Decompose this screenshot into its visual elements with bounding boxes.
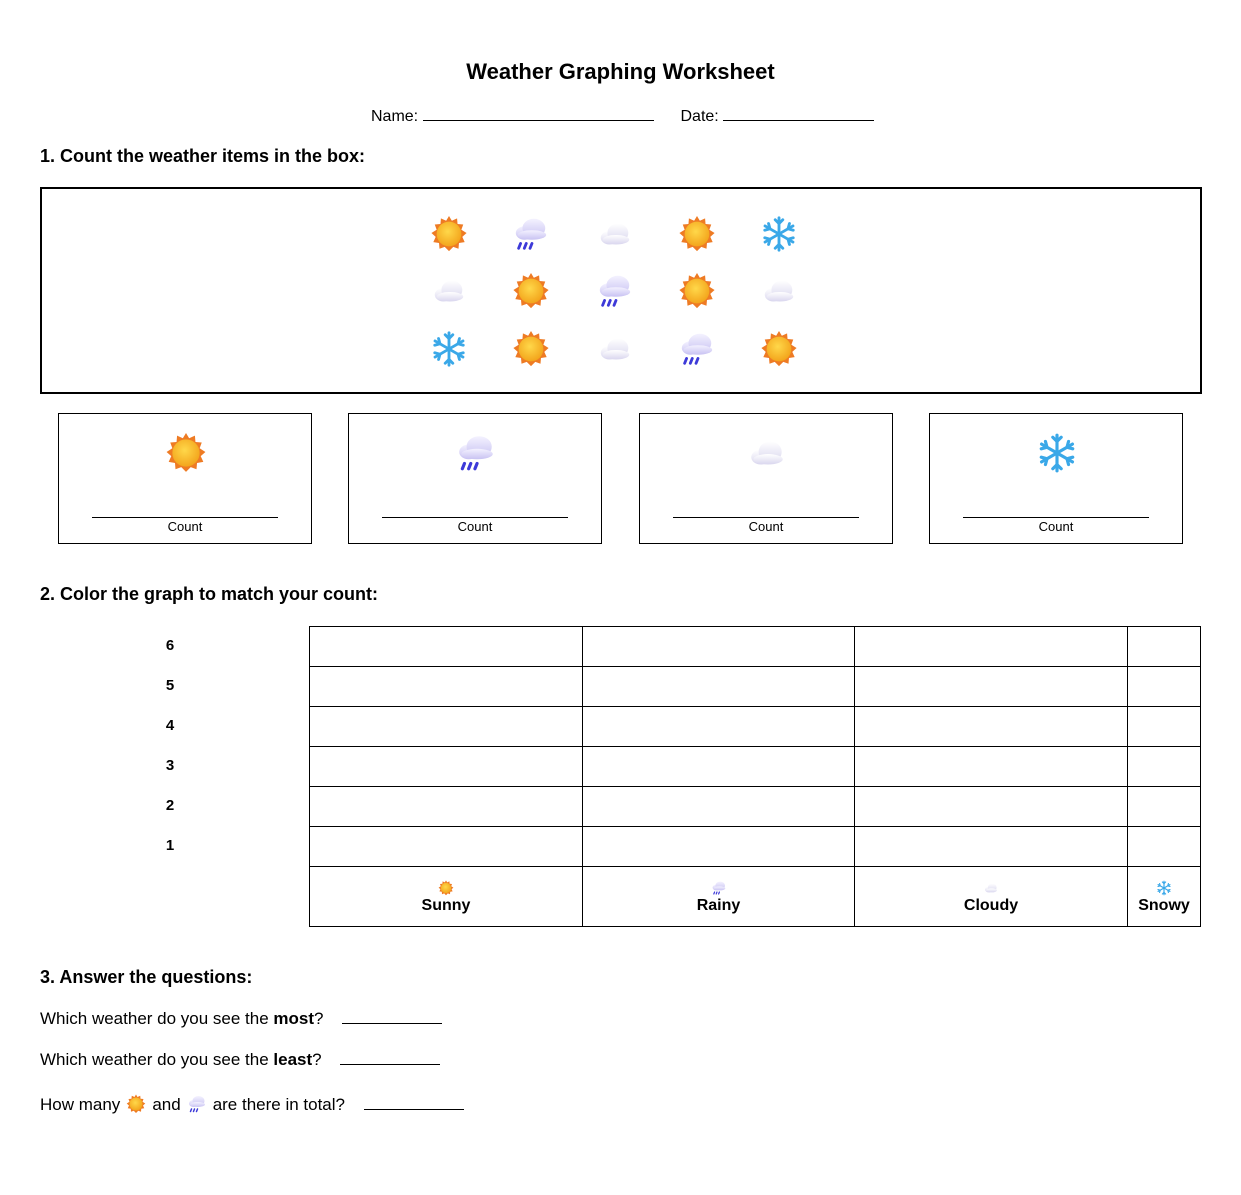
answer-blank-most[interactable]: [342, 1009, 442, 1024]
y-axis-label: 5: [165, 677, 175, 694]
name-label: Name:: [371, 108, 419, 125]
graph-cell[interactable]: [855, 747, 1128, 787]
category-label: Cloudy: [963, 897, 1019, 914]
sun-icon: [760, 330, 798, 368]
rain-cloud-icon: [711, 880, 727, 896]
graph-cell[interactable]: [1128, 787, 1201, 827]
graph-cell[interactable]: [855, 627, 1128, 667]
rain-cloud-icon: [596, 272, 634, 310]
graph-cell[interactable]: [1128, 667, 1201, 707]
count-label: Count: [167, 519, 203, 534]
graph-cell[interactable]: [583, 747, 855, 787]
worksheet-title: Weather Graphing Worksheet: [466, 59, 775, 84]
snowflake-icon: [760, 215, 798, 253]
count-card: [348, 413, 602, 544]
graph-row: [310, 747, 1201, 787]
graph-row: [310, 707, 1201, 747]
graph-cell[interactable]: [583, 787, 855, 827]
graph-cell[interactable]: [855, 827, 1128, 867]
count-card: [639, 413, 893, 544]
category-label: Sunny: [421, 897, 471, 914]
date-blank[interactable]: [723, 106, 874, 121]
graph-category-cell: [310, 867, 583, 927]
graph-category-cell: [1128, 867, 1201, 927]
date-label: Date:: [680, 108, 719, 125]
graph-row: [310, 827, 1201, 867]
graph-cell[interactable]: [310, 747, 583, 787]
count-label: Count: [748, 519, 784, 534]
graph-cell[interactable]: [583, 827, 855, 867]
graph-cell[interactable]: [1128, 707, 1201, 747]
graph-cell[interactable]: [1128, 747, 1201, 787]
graph-cell[interactable]: [583, 627, 855, 667]
question-punct: ?: [312, 1050, 322, 1069]
bar-graph-grid: [309, 626, 1201, 927]
graph-category-row: [310, 867, 1201, 927]
graph-category-cell: [583, 867, 855, 927]
sun-icon: [165, 432, 207, 474]
y-axis-label: 3: [165, 757, 175, 774]
snowflake-icon: [1156, 880, 1172, 896]
question-least: [40, 1050, 440, 1070]
sun-icon: [512, 272, 550, 310]
name-date-line: [371, 106, 874, 126]
question-text: How many: [40, 1095, 121, 1114]
question-bold-word: most: [273, 1009, 315, 1028]
sun-icon: [126, 1094, 146, 1114]
sun-icon: [678, 272, 716, 310]
graph-row: [310, 667, 1201, 707]
graph-category-cell: [855, 867, 1128, 927]
question-text: Which weather do you see the: [40, 1050, 274, 1069]
graph-cell[interactable]: [1128, 827, 1201, 867]
question-text: are there in total?: [212, 1095, 345, 1114]
graph-cell[interactable]: [310, 827, 583, 867]
graph-cell[interactable]: [310, 787, 583, 827]
graph-cell[interactable]: [583, 667, 855, 707]
cloud-icon: [983, 880, 999, 896]
y-axis-label: 2: [165, 797, 175, 814]
cloud-icon: [760, 272, 798, 310]
cloud-icon: [596, 215, 634, 253]
graph-cell[interactable]: [855, 707, 1128, 747]
sun-icon: [512, 330, 550, 368]
y-axis-label: 4: [165, 717, 175, 734]
rain-cloud-icon: [187, 1094, 207, 1114]
sun-icon: [430, 215, 468, 253]
sun-icon: [678, 215, 716, 253]
count-card: [58, 413, 312, 544]
count-label: Count: [1038, 519, 1074, 534]
graph-cell[interactable]: [855, 787, 1128, 827]
section3-heading: 3. Answer the questions:: [40, 967, 253, 987]
y-axis-label: 6: [165, 637, 175, 654]
count-card: [929, 413, 1183, 544]
y-axis-label: 1: [165, 837, 175, 854]
question-bold-word: least: [273, 1050, 313, 1069]
question-text: Which weather do you see the: [40, 1009, 274, 1028]
answer-blank-total[interactable]: [364, 1095, 464, 1110]
name-blank[interactable]: [423, 106, 654, 121]
cloud-icon: [596, 330, 634, 368]
rain-cloud-icon: [512, 215, 550, 253]
graph-cell[interactable]: [310, 627, 583, 667]
count-answer-line[interactable]: [382, 517, 568, 518]
answer-blank-least[interactable]: [340, 1050, 440, 1065]
question-total: [40, 1094, 464, 1115]
question-text: and: [152, 1095, 181, 1114]
cloud-icon: [746, 432, 788, 474]
category-label: Rainy: [696, 897, 741, 914]
count-answer-line[interactable]: [963, 517, 1149, 518]
section1-heading: 1. Count the weather items in the box:: [40, 146, 366, 166]
section2-heading: 2. Color the graph to match your count:: [40, 584, 379, 604]
question-punct: ?: [314, 1009, 324, 1028]
graph-row: [310, 787, 1201, 827]
count-label: Count: [457, 519, 493, 534]
sun-icon: [438, 880, 454, 896]
snowflake-icon: [430, 330, 468, 368]
graph-cell[interactable]: [1128, 627, 1201, 667]
rain-cloud-icon: [678, 330, 716, 368]
graph-cell[interactable]: [855, 667, 1128, 707]
rain-cloud-icon: [455, 432, 497, 474]
snowflake-icon: [1036, 432, 1078, 474]
graph-cell[interactable]: [583, 707, 855, 747]
graph-cell[interactable]: [310, 707, 583, 747]
graph-row: [310, 627, 1201, 667]
category-label: Snowy: [1138, 897, 1190, 914]
count-answer-line[interactable]: [673, 517, 859, 518]
question-most: [40, 1009, 442, 1029]
weather-items-box: [40, 187, 1202, 394]
count-answer-line[interactable]: [92, 517, 278, 518]
graph-cell[interactable]: [310, 667, 583, 707]
cloud-icon: [430, 272, 468, 310]
